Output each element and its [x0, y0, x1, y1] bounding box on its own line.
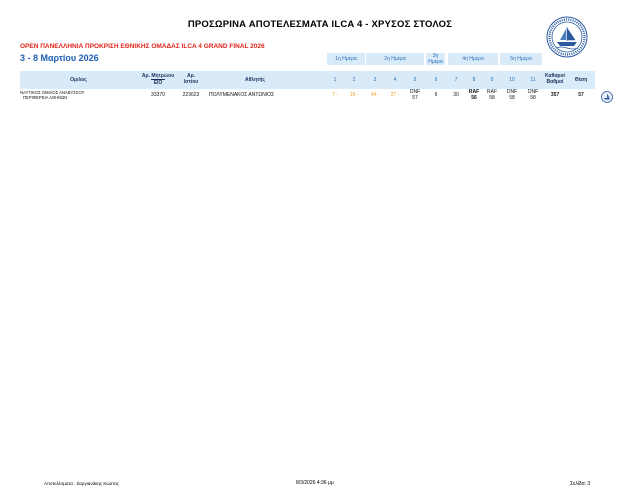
col-sail-line2: Ιστίου [183, 79, 199, 85]
row-race-10 [504, 89, 520, 101]
day4-header: 4η Ημέρα [448, 53, 498, 65]
col-registration [137, 73, 179, 86]
col-sail-number [180, 73, 202, 85]
row-sail-number: 223623 [182, 92, 200, 98]
col-net-line2: Βαθμοί [546, 79, 564, 85]
footer-timestamp: 8/3/2026 4:36 μμ [296, 480, 334, 486]
day5-header: 5η Ημέρα [500, 53, 542, 65]
row-race-3: 44 - [370, 92, 380, 98]
row-race-8 [466, 89, 482, 101]
day3-header-line2: Ημέρα [428, 58, 443, 65]
col-race-8: 8 [472, 77, 476, 83]
col-rank: Θέση [574, 77, 588, 83]
event-dates: 3 - 8 Μαρτίου 2026 [20, 53, 99, 63]
col-club: Ομιλος [70, 77, 87, 83]
sail-badge-icon [601, 90, 613, 102]
row-race-11 [525, 89, 541, 101]
row-race-5-line2: 57 [412, 95, 418, 101]
col-sail-line1: Αρ. [186, 73, 196, 79]
row-athlete: ΠΟΛΥΜΕΝΑΚΟΣ ΑΝΤΩΝΙΟΣ [209, 92, 275, 98]
row-race-9 [484, 89, 500, 101]
footer-credit: Αποτελέσματα : Ζαργιανάκης Κώστας [44, 481, 120, 486]
day2-header: 2η Ημέρα [366, 53, 424, 65]
col-race-11: 11 [530, 77, 536, 83]
col-race-3: 3 [373, 77, 377, 83]
row-race-1: 7 - [332, 92, 338, 98]
col-net-line1: Καθαροί [545, 73, 565, 79]
col-race-7: 7 [454, 77, 458, 83]
federation-logo-icon [546, 16, 588, 58]
col-net-points [540, 73, 570, 85]
row-race-8-line2: 56 [471, 95, 477, 101]
footer-page-number: Σελίδα: 3 [570, 481, 591, 487]
row-rank: 57 [578, 92, 584, 98]
day1-header: 1η Ημέρα [327, 53, 365, 65]
table-header-row [20, 71, 595, 89]
row-race-9-line1: RAF [487, 89, 497, 95]
row-race-10-line1: DNF [506, 89, 518, 95]
row-race-4: 27 - [390, 92, 400, 98]
row-race-2: 19 - [349, 92, 359, 98]
row-race-7: 30 [453, 92, 459, 98]
col-athlete: Αθλητής [244, 77, 266, 83]
table-row [20, 90, 595, 104]
event-subtitle: OPEN ΠΑΝΕΛΛΗΝΙΑ ΠΡΟΚΡΙΣΗ ΕΘΝΙΚΗΣ ΟΜΑΔΑΣ ILCA 4 GRAND FINAL 2026 [20, 43, 265, 50]
row-club-line2: ΠΕΡΙΦΕΡΕΙΑ ΑΘΗΝΩΝ [23, 95, 68, 100]
day3-header [426, 53, 445, 65]
day3-header-line1: 3η [432, 53, 439, 59]
row-club-line1: ΝΑΥΤΙΚΟΣ ΟΜΙΛΟΣ ΑΝΑΒΥΣΣΟΥ [20, 90, 85, 95]
row-net-points: 357 [550, 92, 560, 98]
col-race-1: 1 [333, 77, 337, 83]
col-registration-line1: Αρ. Μητρώου [141, 73, 175, 79]
row-race-11-line1: DNF [527, 89, 539, 95]
row-race-11-line2: 58 [530, 95, 536, 101]
col-race-6: 6 [434, 77, 438, 83]
col-race-5: 5 [413, 77, 417, 83]
row-race-9-line2: 58 [489, 95, 495, 101]
row-race-8-line1: RAF [468, 89, 480, 95]
row-reg-number: 33370 [151, 92, 165, 98]
row-race-10-line2: 58 [509, 95, 515, 101]
col-registration-line2: ΕΙΟ [151, 79, 165, 86]
page-title: ΠΡΟΣΩΡΙΝΑ ΑΠΟΤΕΛΕΣΜΑΤΑ ILCA 4 - ΧΡΥΣΟΣ ΣΤΟΛΟΣ [187, 19, 453, 30]
row-race-5 [407, 89, 423, 101]
col-race-9: 9 [490, 77, 494, 83]
col-race-4: 4 [393, 77, 397, 83]
row-race-6: 6 [434, 92, 438, 98]
row-club [20, 90, 115, 100]
row-race-5-line1: DNF [409, 89, 421, 95]
col-race-10: 10 [509, 77, 515, 83]
col-race-2: 2 [352, 77, 356, 83]
